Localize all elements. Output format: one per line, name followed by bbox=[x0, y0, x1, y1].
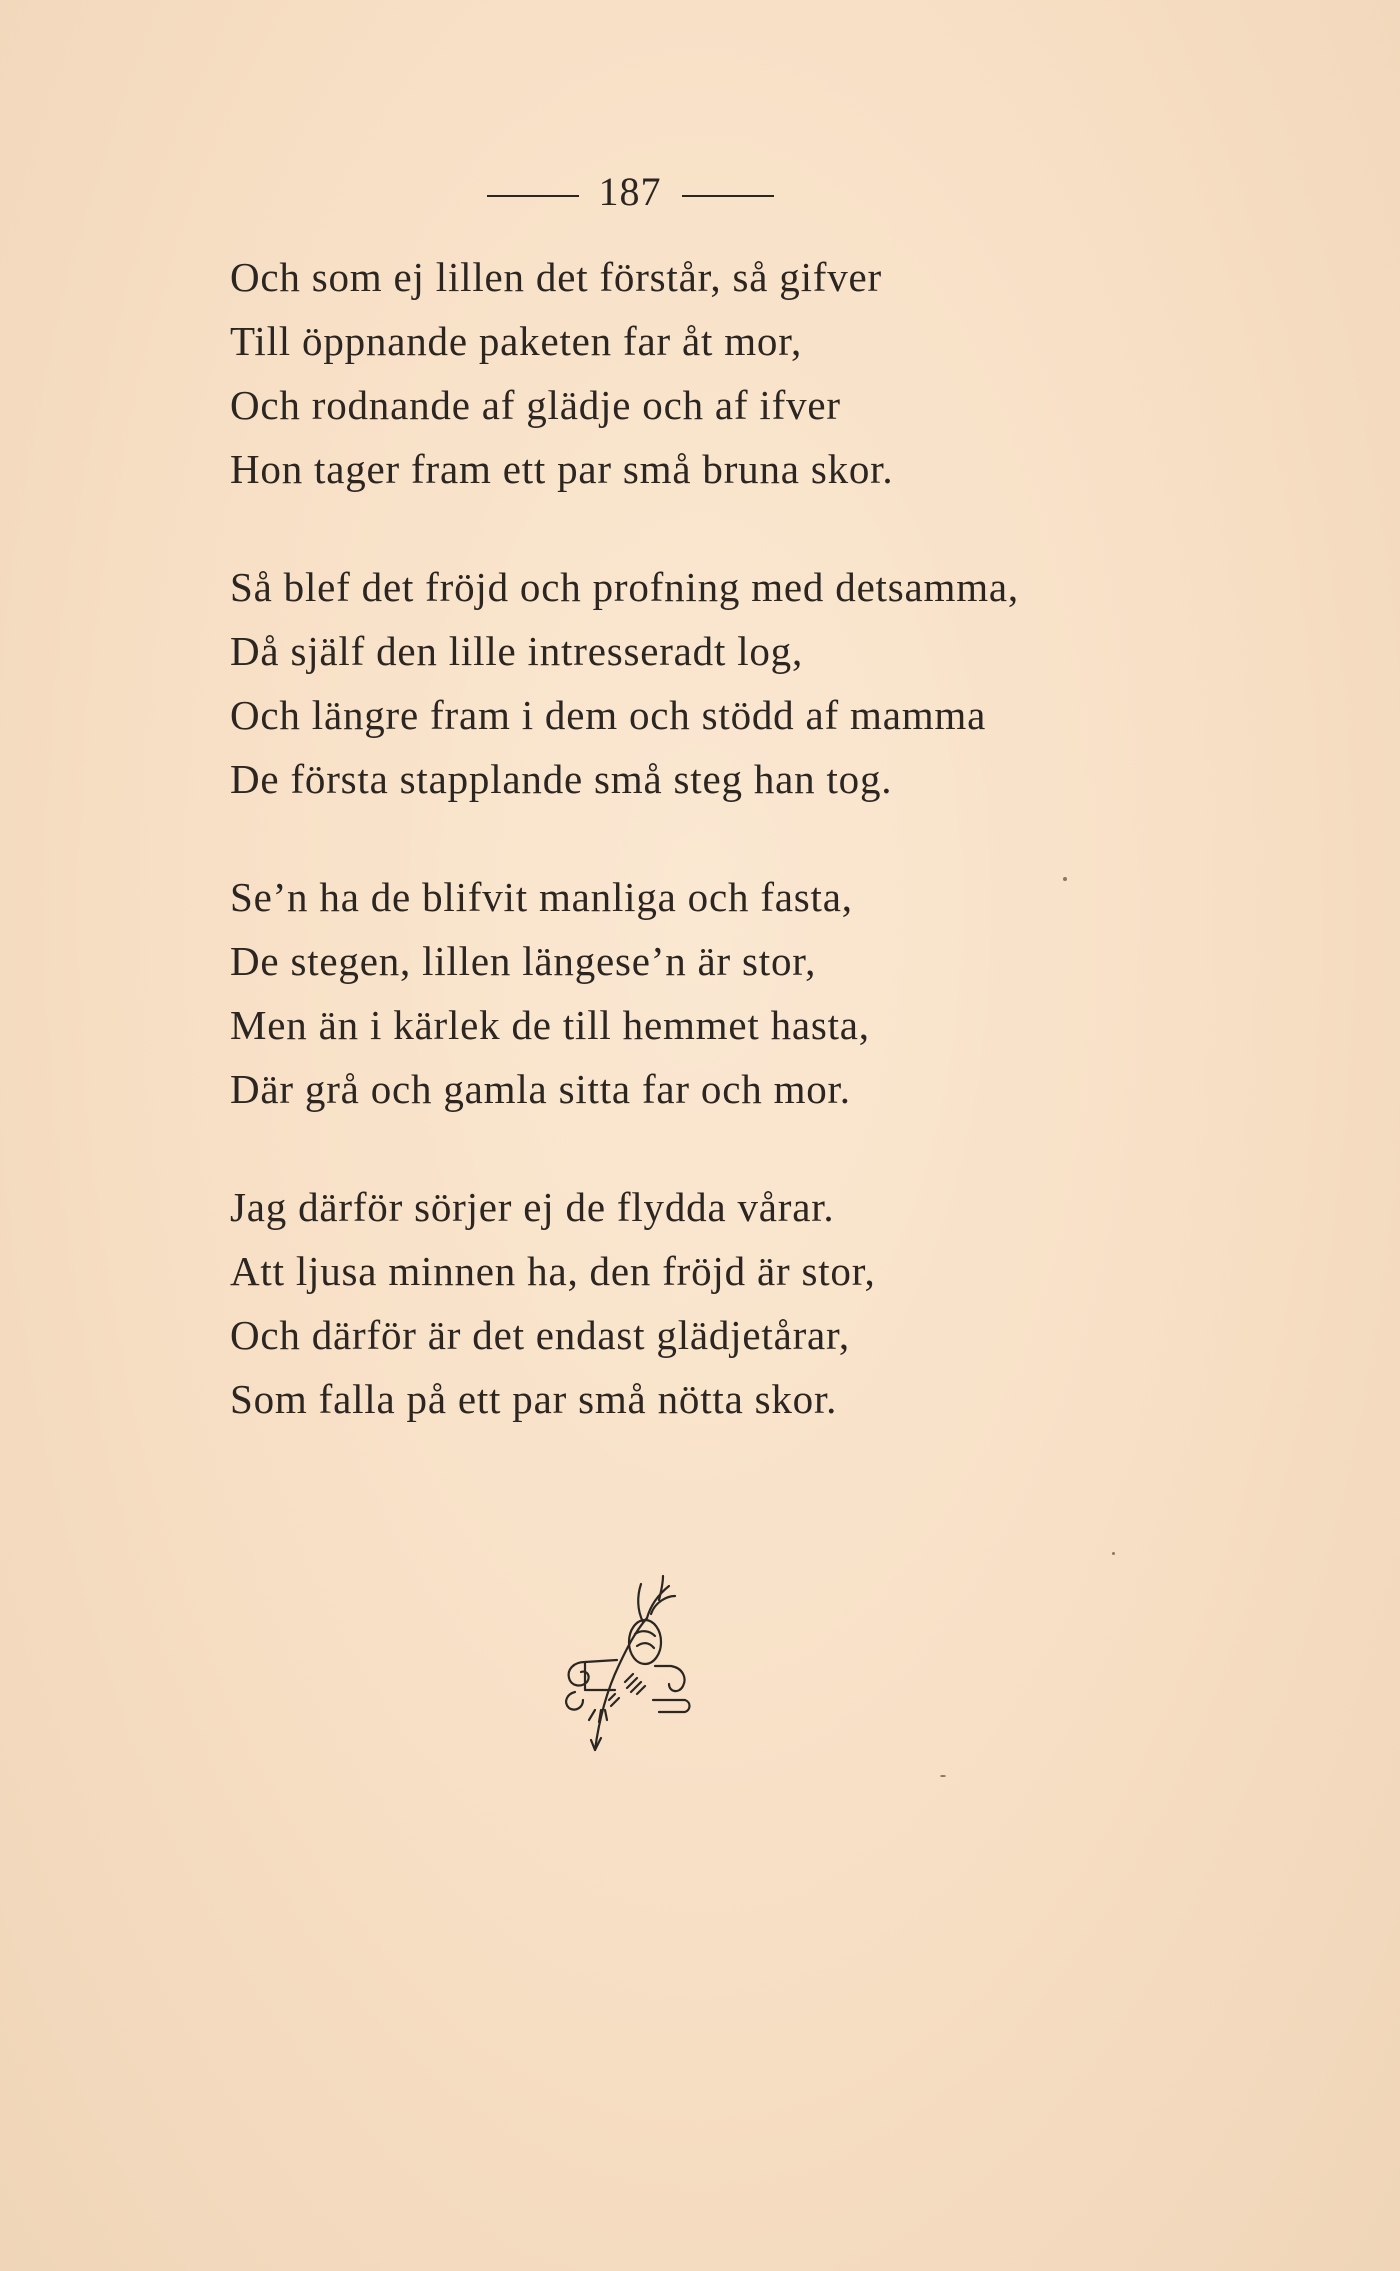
floral-vignette-icon bbox=[555, 1570, 695, 1760]
poem-line: De första stapplande små steg han tog. bbox=[230, 756, 893, 802]
poem-line: De stegen, lillen längese’n är stor, bbox=[230, 938, 817, 984]
stanza-1 bbox=[230, 245, 1230, 501]
poem-line: Då själf den lille intresseradt log, bbox=[230, 628, 804, 674]
poem bbox=[230, 245, 1230, 1485]
poem-line: Och därför är det endast glädjetårar, bbox=[230, 1312, 850, 1358]
paper-speck bbox=[1112, 1552, 1115, 1555]
poem-line: Och som ej lillen det förstår, så gifver bbox=[230, 254, 883, 300]
header-rule-left bbox=[487, 195, 579, 197]
paper-speck bbox=[940, 1775, 946, 1777]
poem-line: Jag därför sörjer ej de flydda vårar. bbox=[230, 1184, 835, 1230]
poem-line: Och längre fram i dem och stödd af mamma bbox=[230, 692, 987, 738]
poem-line: Och rodnande af glädje och af ifver bbox=[230, 382, 841, 428]
stanza-4 bbox=[230, 1175, 1230, 1431]
poem-line: Som falla på ett par små nötta skor. bbox=[230, 1376, 838, 1422]
stanza-3 bbox=[230, 865, 1230, 1121]
page-header bbox=[0, 168, 1260, 215]
poem-line: Så blef det fröjd och profning med detsamma, bbox=[230, 564, 1019, 610]
paper-speck bbox=[1063, 877, 1067, 881]
poem-line: Där grå och gamla sitta far och mor. bbox=[230, 1066, 851, 1112]
poem-line: Se’n ha de blifvit manliga och fasta, bbox=[230, 874, 853, 920]
poem-line: Att ljusa minnen ha, den fröjd är stor, bbox=[230, 1248, 876, 1294]
poem-line: Hon tager fram ett par små bruna skor. bbox=[230, 446, 894, 492]
page-number: 187 bbox=[598, 169, 662, 214]
stanza-2 bbox=[230, 555, 1230, 811]
header-rule-right bbox=[682, 195, 774, 197]
poem-line: Men än i kärlek de till hemmet hasta, bbox=[230, 1002, 870, 1048]
poem-line: Till öppnande paketen far åt mor, bbox=[230, 318, 803, 364]
